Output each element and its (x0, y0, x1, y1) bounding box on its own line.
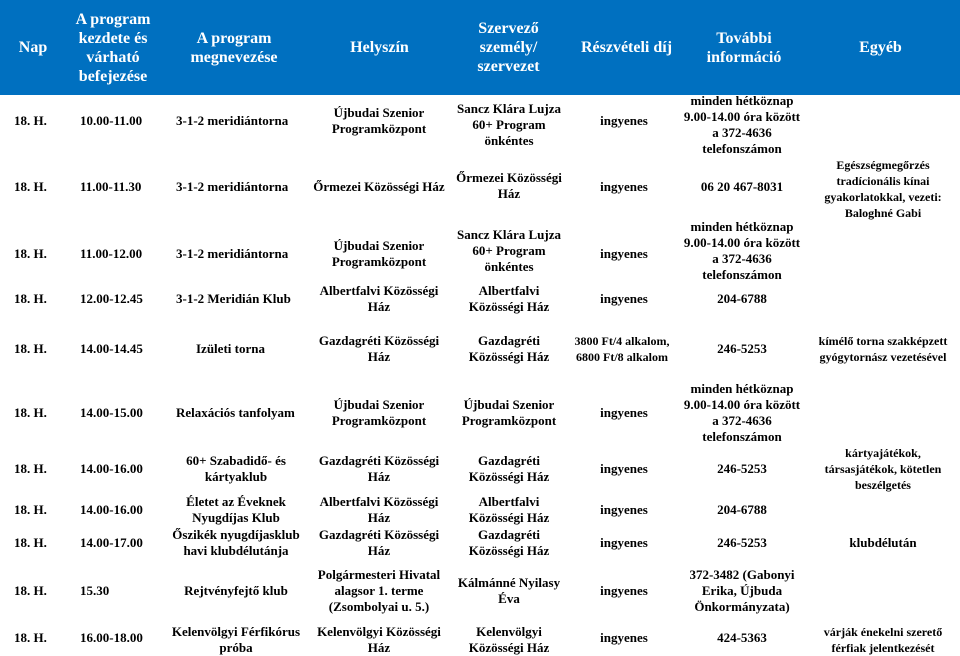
cell-egyeb: kártyajátékok, társasjátékok, kötetlen beszélgetés (824, 446, 942, 492)
header-tovabbi: További információ (706, 29, 782, 66)
cell-szervezo: Kelenvölgyi Közösségi Ház (468, 623, 550, 655)
cell-nap: 18. H. (14, 291, 47, 306)
cell-dij: ingyenes (600, 113, 648, 128)
cell-nap: 18. H. (14, 502, 47, 517)
table-header (0, 0, 960, 95)
cell-szervezo: Gazdagréti Közösségi Ház (468, 333, 550, 364)
cell-ido: 10.00-11.00 (80, 113, 143, 128)
cell-info: 204-6788 (717, 291, 767, 306)
header-nap: Nap (18, 39, 48, 56)
cell-info: 246-5253 (717, 461, 767, 476)
header-megnevezese: A program megnevezése (190, 29, 278, 66)
cell-info: 246-5253 (717, 535, 767, 550)
header-egyeb: Egyéb (859, 39, 902, 56)
cell-nap: 18. H. (14, 113, 47, 128)
cell-program: Relaxációs tanfolyam (176, 405, 295, 420)
cell-helyszin: Albertfalvi Közösségi Ház (319, 283, 439, 314)
cell-helyszin: Polgármesteri Hivatal alagsor 1. terme (Zsombolyai u. 5.) (317, 567, 441, 614)
cell-program: 3-1-2 meridiántorna (176, 246, 289, 261)
cell-dij: ingyenes (600, 179, 648, 194)
cell-szervezo: Albertfalvi Közösségi Ház (468, 283, 550, 314)
cell-helyszin: Kelenvölgyi Közösségi Ház (317, 623, 441, 655)
cell-dij: 3800 Ft/4 alkalom, 6800 Ft/8 alkalom (574, 334, 670, 364)
cell-helyszin: Gazdagréti Közösségi Ház (318, 453, 440, 484)
cell-dij: ingyenes (600, 246, 648, 261)
cell-szervezo: Újbudai Szenior Programközpont (461, 397, 557, 428)
cell-egyeb: Egészségmegőrzés tradícionális kínai gyakorlatokkal, vezeti: Baloghné Gabi (824, 158, 942, 220)
cell-helyszin: Albertfalvi Közösségi Ház (319, 494, 439, 525)
cell-helyszin: Újbudai Szenior Programközpont (331, 397, 427, 428)
cell-helyszin: Újbudai Szenior Programközpont (331, 105, 427, 136)
cell-ido: 14.00-16.00 (80, 502, 143, 517)
cell-dij: ingyenes (600, 405, 648, 420)
cell-program: Kelenvölgyi Férfikórus próba (171, 623, 301, 655)
cell-helyszin: Őrmezei Közösségi Ház (313, 179, 445, 194)
cell-nap: 18. H. (14, 630, 47, 645)
cell-info: 372-3482 (Gabonyi Erika, Újbuda Önkormányzata) (689, 567, 795, 614)
cell-dij: ingyenes (600, 535, 648, 550)
header-szervezo: Szervező személy/ szervezet (477, 20, 540, 75)
cell-szervezo: Gazdagréti Közösségi Ház (468, 527, 550, 558)
cell-dij: ingyenes (600, 630, 648, 645)
cell-dij: ingyenes (600, 502, 648, 517)
cell-szervezo: Albertfalvi Közösségi Ház (468, 494, 550, 525)
cell-ido: 11.00-12.00 (80, 246, 143, 261)
cell-helyszin: Gazdagréti Közösségi Ház (318, 333, 440, 364)
cell-program: 60+ Szabadidő- és kártyaklub (186, 453, 286, 484)
cell-program: 3-1-2 meridiántorna (176, 113, 289, 128)
cell-helyszin: Gazdagréti Közösségi Ház (318, 527, 440, 558)
cell-egyeb: klubdélután (849, 535, 917, 550)
cell-info: 06 20 467-8031 (700, 179, 784, 194)
cell-ido: 16.00-18.00 (80, 630, 143, 645)
cell-info: 246-5253 (717, 341, 767, 356)
cell-ido: 14.00-17.00 (80, 535, 143, 550)
cell-dij: ingyenes (600, 291, 648, 306)
header-helyszin: Helyszín (350, 39, 409, 56)
cell-nap: 18. H. (14, 179, 47, 194)
cell-nap: 18. H. (14, 535, 47, 550)
cell-szervezo: Kálmánné Nyilasy Éva (457, 575, 561, 606)
cell-ido: 14.00-15.00 (80, 405, 143, 420)
cell-info: minden hétköznap 9.00-14.00 óra között a 372-4636 telefonszámon (683, 93, 801, 156)
cell-info: minden hétköznap 9.00-14.00 óra között a 372-4636 telefonszámon (683, 219, 801, 282)
cell-helyszin: Újbudai Szenior Programközpont (331, 238, 427, 269)
cell-nap: 18. H. (14, 405, 47, 420)
cell-info: minden hétköznap 9.00-14.00 óra között a 372-4636 telefonszámon (683, 381, 801, 444)
cell-ido: 15.30 (80, 583, 110, 598)
cell-info: 204-6788 (717, 502, 767, 517)
cell-ido: 14.00-14.45 (80, 341, 143, 356)
header-dij: Részvételi díj (580, 39, 673, 56)
cell-program: Őszikék nyugdíjasklub havi klubdélutánja (172, 527, 300, 558)
cell-ido: 14.00-16.00 (80, 461, 143, 476)
cell-nap: 18. H. (14, 583, 47, 598)
cell-dij: ingyenes (600, 461, 648, 476)
cell-ido: 12.00-12.45 (80, 291, 143, 306)
cell-ido: 11.00-11.30 (80, 179, 142, 194)
cell-szervezo: Őrmezei Közösségi Ház (456, 170, 562, 201)
cell-nap: 18. H. (14, 246, 47, 261)
cell-program: 3-1-2 meridiántorna (176, 179, 289, 194)
cell-szervezo: Gazdagréti Közösségi Ház (468, 453, 550, 484)
cell-program: Izületi torna (196, 341, 265, 356)
cell-szervezo: Sancz Klára Lujza 60+ Program önkéntes (457, 101, 561, 148)
cell-dij: ingyenes (600, 583, 648, 598)
cell-program: 3-1-2 Meridián Klub (176, 291, 291, 306)
cell-egyeb: várják énekelni szerető férfiak jelentkezését (823, 624, 943, 655)
cell-info: 424-5363 (717, 630, 767, 645)
cell-szervezo: Sancz Klára Lujza 60+ Program önkéntes (457, 227, 561, 274)
cell-nap: 18. H. (14, 461, 47, 476)
cell-program: Életet az Éveknek Nyugdíjas Klub (186, 494, 286, 525)
cell-nap: 18. H. (14, 341, 47, 356)
header-kezdete: A program kezdete és várható befejezése (75, 10, 151, 85)
cell-egyeb: kímélő torna szakképzett gyógytornász vezetésével (818, 334, 948, 364)
cell-program: Rejtvényfejtő klub (184, 583, 288, 598)
